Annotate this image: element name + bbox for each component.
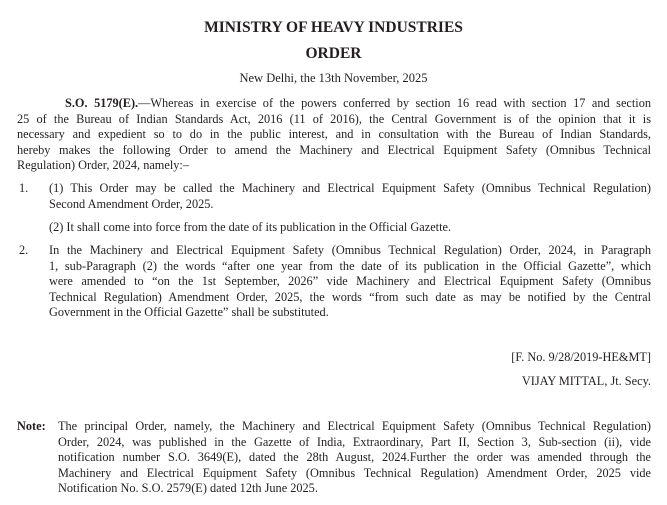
clause-line: 1, sub-Paragraph (2) the words “after one year from the date of its publication in the Official Gazette”, which: [49, 258, 651, 273]
note-line: Machinery and Electrical Equipment Safety (Omnibus Technical Regulation) Amendment Order, 2025 vide: [58, 465, 651, 480]
clause-number: 2.: [19, 243, 29, 257]
clause-number: 1.: [19, 181, 29, 195]
order-heading: ORDER: [305, 45, 362, 62]
clause-line: Technical Regulation) Amendment Order, 2025, the words “from such date as may be notified by the Central: [49, 289, 651, 304]
clause-line: In the Machinery and Electrical Equipment Safety (Omnibus Technical Regulation) Order, 2024, in Paragraph: [49, 243, 651, 257]
file-number: [F. No. 9/28/2019-HE&MT]: [511, 350, 651, 364]
clause-2: [49, 243, 651, 321]
clause-line: (2) It shall come into force from the date of its publication in the Official Gazette.: [49, 220, 452, 234]
note-line: The principal Order, namely, the Machinery and Electrical Equipment Safety (Omnibus Technical Regulation): [58, 419, 651, 433]
note-line: Notification No. S.O. 2579(E) dated 12th June 2025.: [58, 481, 318, 495]
preamble-line: necessary and expedient so to do in the public interest, and in consultation with the Bureau of Indian Standards,: [17, 127, 651, 141]
note-line: notification number S.O. 3649(E), dated the 28th August, 2024.Further the order was amended through the: [58, 450, 651, 464]
note-label: Note:: [17, 419, 46, 433]
so-number: S.O. 5179(E).: [65, 96, 139, 110]
preamble-line: S.O. 5179(E).—Whereas in exercise of the powers conferred by section 16 read with section 17 and section: [65, 96, 651, 110]
clause-line: were amended to “on the 1st September, 2026” vide Machinery and Electrical Equipment Safety (Omnibus: [49, 274, 651, 288]
preamble-line: Regulation) Order, 2024, namely:–: [17, 158, 189, 172]
clause-1-sub-2: [49, 220, 651, 236]
dateline: New Delhi, the 13th November, 2025: [239, 71, 428, 85]
clause-line: (1) This Order may be called the Machinery and Electrical Equipment Safety (Omnibus Technical Regulation): [49, 181, 651, 195]
note-paragraph: [58, 419, 651, 497]
clause-line: Second Amendment Order, 2025.: [49, 196, 214, 211]
clause-1-sub-1: [49, 181, 651, 212]
signatory: VIJAY MITTAL, Jt. Secy.: [521, 374, 651, 388]
preamble-line: hereby makes the following Order to amend the Machinery and Electrical Equipment Safety (Omnibus Technical: [17, 142, 651, 157]
preamble-paragraph: [17, 96, 651, 174]
preamble-line: 25 of the Bureau of Indian Standards Act, 2016 (11 of 2016), the Central Government is of the opinion that it is: [17, 111, 651, 126]
note-line: Order, 2024, was published in the Gazette of India, Extraordinary, Part II, Section 3, Sub-section (ii), vide: [58, 434, 651, 449]
ministry-heading: MINISTRY OF HEAVY INDUSTRIES: [204, 19, 463, 36]
clause-line: Government in the Official Gazette” shall be substituted.: [49, 305, 329, 319]
